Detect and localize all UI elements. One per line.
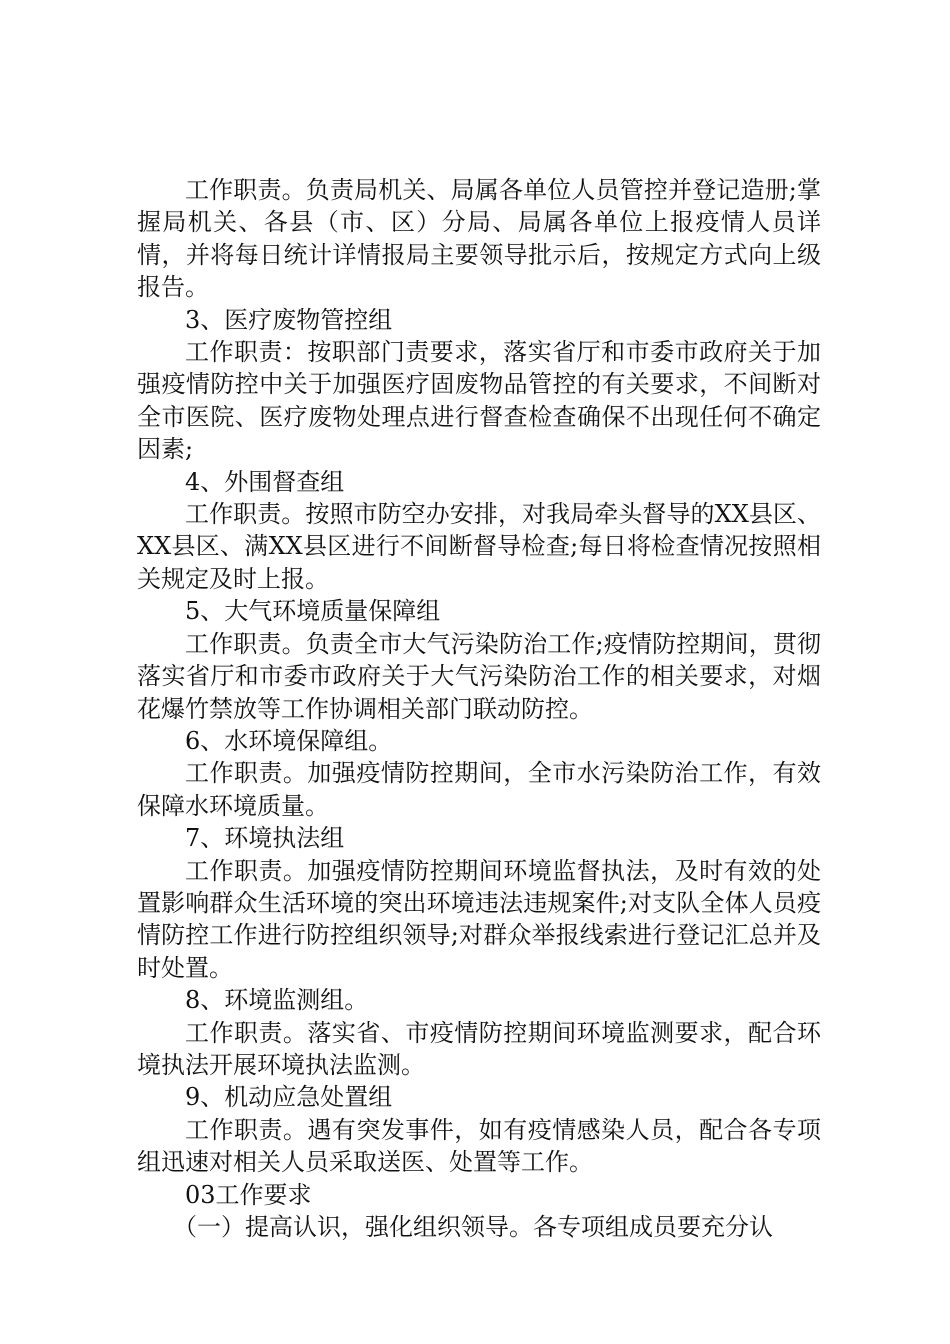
paragraph-duties-medical-waste: 工作职责：按职部门责要求，落实省厅和市委市政府关于加强疫情防控中关于加强医疗固废物品管控的有关要求，不间断对全市医院、医疗废物处理点进行督查检查确保不出现任何不确定因素; (137, 338, 821, 464)
heading-air-quality-group: 5、大气环境质量保障组 (185, 597, 441, 626)
paragraph-duties-emergency: 工作职责。遇有突发事件，如有疫情感染人员，配合各专项组迅速对相关人员采取送医、处置等工作。 (137, 1115, 821, 1177)
paragraph-duties-monitoring: 工作职责。落实省、市疫情防控期间环境监测要求，配合环境执法开展环境执法监测。 (137, 1018, 821, 1079)
paragraph-duties-external-inspection: 工作职责。按照市防空办安排，对我局牵头督导的XX县区、XX县区、满XX县区进行不间断督导检查;每日将检查情况按照相关规定及时上报。 (137, 500, 821, 593)
paragraph-requirement-1: （一）提高认识，强化组织领导。各专项组成员要充分认 (173, 1213, 773, 1241)
document-page (137, 174, 821, 1243)
heading-emergency-group: 9、机动应急处置组 (185, 1083, 393, 1112)
paragraph-duties-water-environment: 工作职责。加强疫情防控期间，全市水污染防治工作，有效保障水环境质量。 (137, 759, 821, 820)
heading-medical-waste-group: 3、医疗废物管控组 (185, 305, 393, 334)
heading-work-requirements: 03工作要求 (185, 1180, 312, 1209)
heading-law-enforcement-group: 7、环境执法组 (185, 824, 345, 853)
heading-monitoring-group: 8、环境监测组。 (185, 986, 369, 1015)
paragraph-duties-air-quality: 工作职责。负责全市大气污染防治工作;疫情防控期间，贯彻落实省厅和市委市政府关于大气污染防治工作的相关要求，对烟花爆竹禁放等工作协调相关部门联动防控。 (137, 629, 821, 723)
paragraph-duties-registration: 工作职责。负责局机关、局属各单位人员管控并登记造册;掌握局机关、各县（市、区）分局、局属各单位上报疫情人员详情，并将每日统计详情报局主要领导批示后，按规定方式向上级报告。 (137, 176, 821, 302)
heading-water-environment-group: 6、水环境保障组。 (185, 726, 393, 755)
heading-external-inspection-group: 4、外围督查组 (185, 467, 345, 496)
paragraph-duties-law-enforcement: 工作职责。加强疫情防控期间环境监督执法，及时有效的处置影响群众生活环境的突出环境违法违规案件;对支队全体人员疫情防控工作进行防控组织领导;对群众举报线索进行登记汇总并及时处置。 (137, 856, 821, 982)
